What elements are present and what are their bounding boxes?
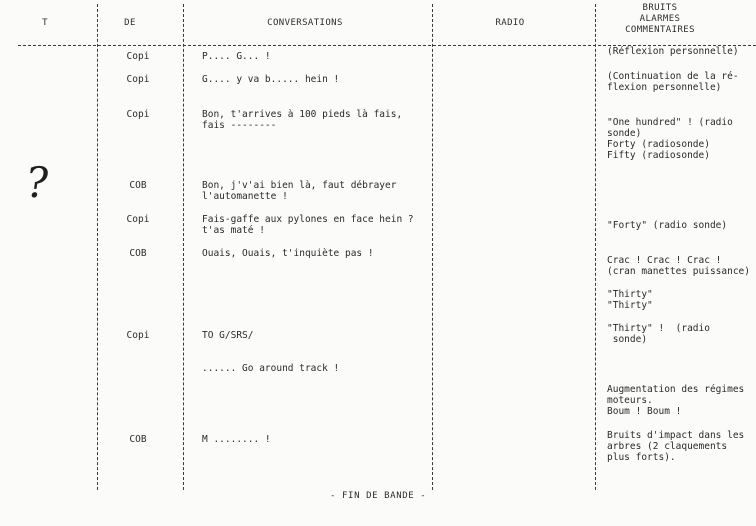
speaker: Copi	[126, 74, 150, 85]
column-divider-conversations-radio	[432, 4, 433, 490]
conversation-line: Bon, t'arrives à 100 pieds là fais,	[202, 109, 403, 120]
comment-line: sonde)	[607, 334, 648, 345]
conversation-line: t'as maté !	[202, 225, 265, 236]
conversation-line: fais --------	[202, 120, 277, 131]
comment-line: plus forts).	[607, 452, 676, 463]
comment-line: "Thirty" ! (radio	[607, 323, 710, 334]
speaker: Copi	[126, 330, 150, 341]
comment-line: Boum ! Boum !	[607, 406, 682, 417]
speaker: COB	[129, 434, 147, 445]
conversation-line: Ouais, Ouais, t'inquiète pas !	[202, 248, 374, 259]
comment-line: Forty (radiosonde)	[607, 139, 710, 150]
header-radio: RADIO	[495, 18, 525, 28]
comment-line: "Forty" (radio sonde)	[607, 220, 728, 231]
column-divider-de-conversations	[183, 4, 184, 490]
comment-line: (cran manettes puissance)	[607, 266, 750, 277]
comment-line: "One hundred" ! (radio	[607, 117, 733, 128]
conversation-line: P.... G... !	[202, 51, 271, 62]
speaker: Copi	[126, 109, 150, 120]
comment-line: Fifty (radiosonde)	[607, 150, 710, 161]
comment-line: moteurs.	[607, 395, 653, 406]
comment-line: "Thirty"	[607, 289, 653, 300]
comment-line: sonde)	[607, 128, 642, 139]
header-de: DE	[124, 18, 136, 28]
comment-line: flexion personnelle)	[607, 82, 722, 93]
speaker: COB	[129, 248, 147, 259]
conversation-line: ...... Go around track !	[202, 363, 340, 374]
comment-line: Bruits d'impact dans les	[607, 430, 745, 441]
column-divider-t-de	[97, 4, 98, 490]
conversation-line: Bon, j'v'ai bien là, faut débrayer	[202, 180, 397, 191]
header-t: T	[42, 18, 48, 28]
handwritten-question-mark: ?	[22, 158, 53, 207]
conversation-line: l'automanette !	[202, 191, 288, 202]
speaker: Copi	[126, 214, 150, 225]
header-conversations: CONVERSATIONS	[267, 18, 343, 28]
header-alarmes: ALARMES	[639, 14, 681, 24]
conversation-line: G.... y va b..... hein !	[202, 74, 340, 85]
conversation-line: TO G/SRS/	[202, 330, 254, 341]
comment-line: Crac ! Crac ! Crac !	[607, 255, 722, 266]
comment-line: (Continuation de la ré-	[607, 71, 739, 82]
speaker: COB	[129, 180, 147, 191]
conversation-line: M ........ !	[202, 434, 271, 445]
comment-line: arbres (2 claquements	[607, 441, 728, 452]
column-divider-radio-comments	[595, 4, 596, 490]
comment-line: Augmentation des régimes	[607, 384, 745, 395]
header-bruits: BRUITS	[642, 3, 678, 13]
comment-line: "Thirty"	[607, 300, 653, 311]
header-commentaires: COMMENTAIRES	[625, 25, 695, 35]
speaker: Copi	[126, 51, 150, 62]
end-of-tape-label: - FIN DE BANDE -	[330, 491, 427, 501]
conversation-line: Fais-gaffe aux pylones en face hein ?	[202, 214, 414, 225]
comment-line: (Réflexion personnelle)	[607, 46, 739, 57]
